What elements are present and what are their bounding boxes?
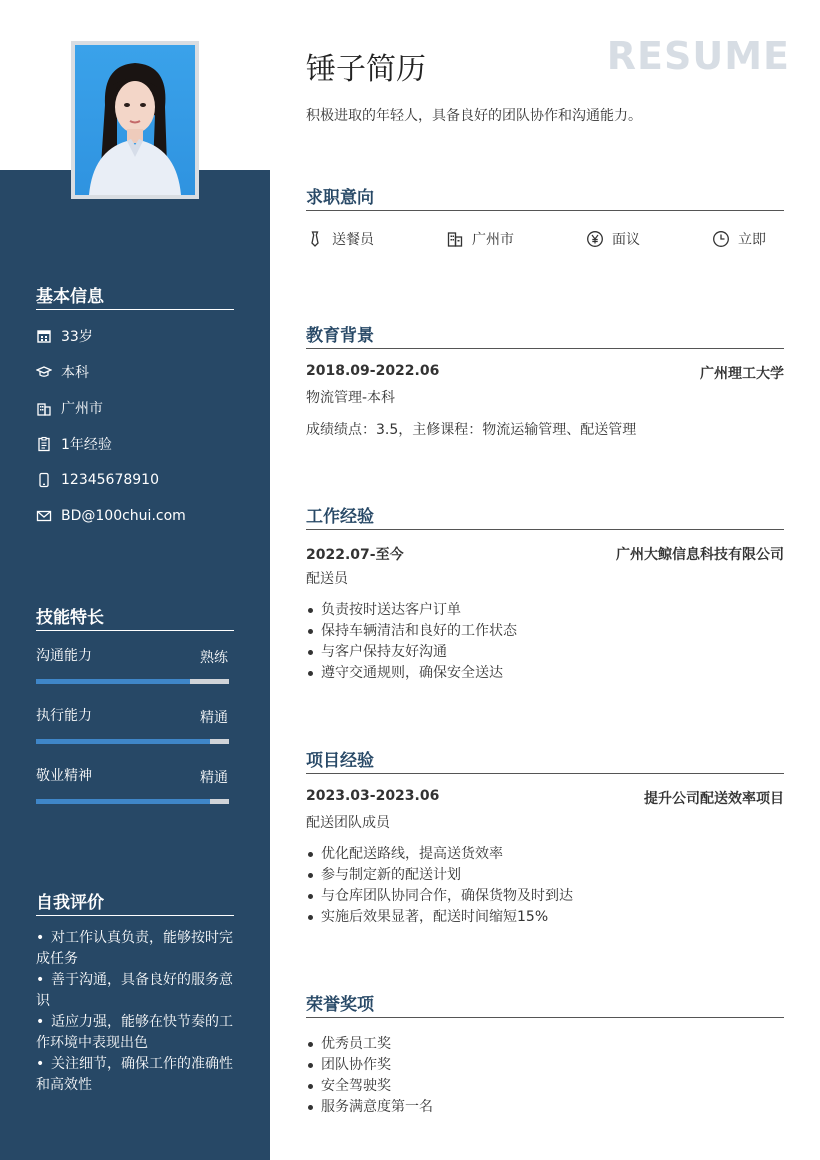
education-detail: 成绩绩点：3.5，主修课程：物流运输管理、配送管理 (306, 422, 637, 438)
skill-item (36, 765, 234, 811)
education-major: 物流管理-本科 (306, 390, 396, 406)
project-section (306, 748, 784, 928)
info-education-text: 本科 (61, 365, 89, 381)
info-email-text: BD@100chui.com (61, 508, 186, 524)
self-eval-section (36, 890, 234, 1096)
work-duty-item: 保持车辆清洁和良好的工作状态 (306, 621, 784, 642)
project-role: 配送团队成员 (306, 815, 390, 831)
intent-start (712, 229, 766, 249)
skill-level: 精通 (200, 770, 228, 786)
phone-icon (36, 472, 52, 488)
work-company: 广州大鲸信息科技有限公司 (616, 547, 784, 563)
info-item-age (36, 318, 234, 354)
city-icon (446, 230, 464, 248)
mail-icon (36, 508, 52, 524)
skill-name: 沟通能力 (36, 648, 92, 664)
info-item-education (36, 354, 234, 390)
self-eval-title: 自我评价 (36, 890, 234, 916)
project-item: 优化配送路线，提高送货效率 (306, 844, 784, 865)
award-item: 服务满意度第一名 (306, 1097, 784, 1118)
education-date: 2018.09-2022.06 (306, 363, 440, 379)
intent-salary (586, 229, 640, 249)
work-section (306, 504, 784, 684)
project-item: 参与制定新的配送计划 (306, 865, 784, 886)
awards-title: 荣誉奖项 (306, 992, 784, 1018)
intent-position-text: 送餐员 (332, 232, 374, 248)
info-item-phone (36, 462, 234, 498)
project-name: 提升公司配送效率项目 (644, 791, 784, 807)
intent-start-text: 立即 (738, 232, 766, 248)
project-date: 2023.03-2023.06 (306, 788, 440, 804)
intent-salary-text: 面议 (612, 232, 640, 248)
skill-level: 熟练 (200, 650, 228, 666)
profile-photo-frame (71, 41, 199, 199)
intent-city-text: 广州市 (472, 232, 514, 248)
skills-section (36, 605, 234, 811)
work-duty-item: 遵守交通规则，确保安全送达 (306, 663, 784, 684)
project-item: 与仓库团队协同合作，确保货物及时到达 (306, 886, 784, 907)
info-experience-text: 1年经验 (61, 437, 112, 453)
info-age-text: 33岁 (61, 329, 93, 345)
skill-item (36, 705, 234, 751)
tie-icon (306, 230, 324, 248)
award-item: 团队协作奖 (306, 1055, 784, 1076)
self-eval-item: • 适应力强，能够在快节奏的工作环境中表现出色 (36, 1012, 234, 1054)
skill-level: 精通 (200, 710, 228, 726)
intent-position (306, 229, 374, 249)
skills-title: 技能特长 (36, 605, 234, 631)
info-city-text: 广州市 (61, 401, 103, 417)
award-item: 安全驾驶奖 (306, 1076, 784, 1097)
self-eval-item: • 对工作认真负责，能够按时完成任务 (36, 928, 234, 970)
skill-bar (36, 679, 229, 684)
skill-bar-fill (36, 799, 210, 804)
tagline: 积极进取的年轻人，具备良好的团队协作和沟通能力。 (306, 108, 642, 124)
project-item: 实施后效果显著，配送时间缩短15% (306, 907, 784, 928)
work-title: 工作经验 (306, 504, 784, 530)
self-eval-item: • 关注细节，确保工作的准确性和高效性 (36, 1054, 234, 1096)
job-intent-section (306, 185, 784, 249)
education-section (306, 323, 784, 439)
skill-name: 执行能力 (36, 708, 92, 724)
work-duty-item: 与客户保持友好沟通 (306, 642, 784, 663)
calendar-icon (36, 328, 52, 344)
intent-city (446, 229, 514, 249)
yen-icon (586, 230, 604, 248)
basic-info-section (36, 284, 234, 534)
work-role: 配送员 (306, 571, 348, 587)
work-duty-item: 负责按时送达客户订单 (306, 600, 784, 621)
education-school: 广州理工大学 (700, 366, 784, 382)
graduation-cap-icon (36, 364, 52, 380)
basic-info-title: 基本信息 (36, 284, 234, 310)
skill-item (36, 645, 234, 691)
clock-icon (712, 230, 730, 248)
skill-bar (36, 799, 229, 804)
info-item-email (36, 498, 234, 534)
profile-photo (75, 45, 195, 195)
info-item-city (36, 390, 234, 426)
skill-bar-fill (36, 739, 210, 744)
self-eval-item: • 善于沟通，具备良好的服务意识 (36, 970, 234, 1012)
award-item: 优秀员工奖 (306, 1034, 784, 1055)
project-title: 项目经验 (306, 748, 784, 774)
skill-name: 敬业精神 (36, 768, 92, 784)
resume-watermark: RESUME (606, 34, 790, 78)
clipboard-icon (36, 436, 52, 452)
info-phone-text: 12345678910 (61, 472, 159, 488)
building-icon (36, 400, 52, 416)
education-title: 教育背景 (306, 323, 784, 349)
awards-section (306, 992, 784, 1118)
page-title: 锤子简历 (306, 52, 426, 87)
work-date: 2022.07-至今 (306, 547, 404, 563)
skill-bar (36, 739, 229, 744)
skill-bar-fill (36, 679, 190, 684)
job-intent-title: 求职意向 (306, 185, 784, 211)
info-item-experience (36, 426, 234, 462)
